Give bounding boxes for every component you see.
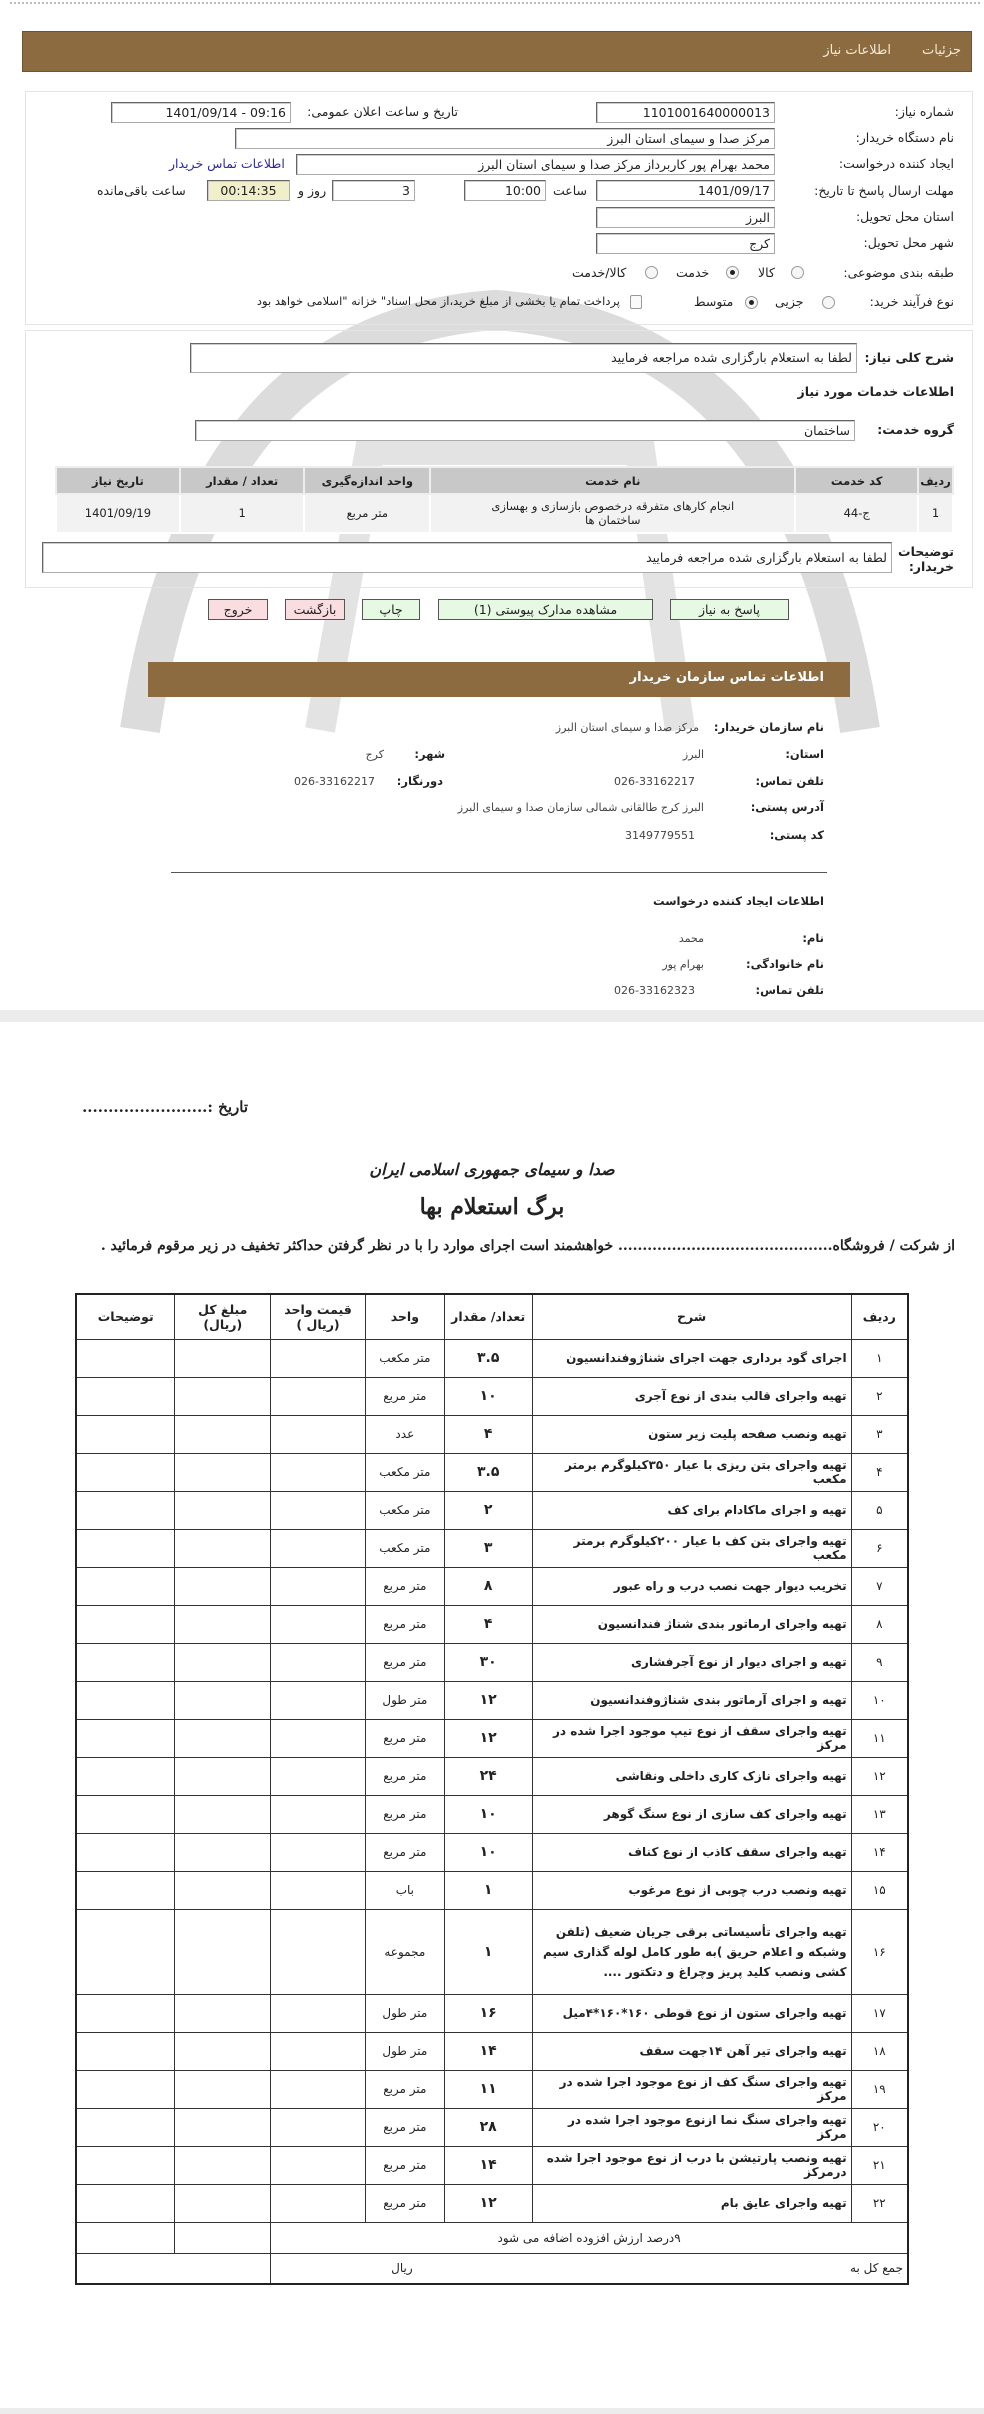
- table-row: [76, 1377, 908, 1415]
- table-row: [76, 2070, 908, 2108]
- table-row: [76, 1719, 908, 1757]
- top-divider: [10, 2, 980, 5]
- buyer-contact-link[interactable]: اطلاعات تماس خریدار: [169, 156, 285, 171]
- contact-fax-label: دورنگار:: [396, 774, 443, 788]
- row-unit: متر مربع: [365, 1795, 444, 1833]
- col-qty: تعداد / مقدار: [180, 467, 305, 494]
- row-index: ۴: [851, 1453, 908, 1491]
- table-row: [76, 2032, 908, 2070]
- row-notes[interactable]: [76, 2184, 175, 2222]
- category-radio-goods-service[interactable]: [645, 266, 658, 279]
- row-unit: متر مکعب: [365, 1453, 444, 1491]
- deadline-label: مهلت ارسال پاسخ تا تاریخ:: [814, 183, 954, 198]
- row-quantity: ۱۰: [444, 1833, 532, 1871]
- row-description: تهیه واجرای سنگ کف از نوع موجود اجرا شده در مرکز: [532, 2070, 851, 2108]
- row-total-price[interactable]: [175, 1415, 271, 1453]
- org-name-label: نام سازمان خریدار:: [713, 720, 824, 734]
- city-field[interactable]: کرج: [596, 233, 775, 254]
- buyer-name-field[interactable]: مرکز صدا و سیمای استان البرز: [235, 128, 775, 149]
- row-unit-price[interactable]: [271, 1833, 366, 1871]
- row-notes[interactable]: [76, 1605, 175, 1643]
- row-unit: متر مربع: [365, 2070, 444, 2108]
- address-value: البرز کرج طالقانی شمالی سازمان صدا و سیمای البرز: [457, 801, 704, 814]
- row-unit: متر مربع: [365, 1567, 444, 1605]
- row-unit: متر طول: [365, 2032, 444, 2070]
- row-unit-price[interactable]: [271, 1529, 366, 1567]
- row-notes[interactable]: [76, 1909, 175, 1994]
- services-section-title: اطلاعات خدمات مورد نیاز: [797, 384, 954, 399]
- row-index: ۲۱: [851, 2146, 908, 2184]
- row-description: تهیه واجرای تأسیساتی برقی جریان ضعیف (تلفن وشبکه و اعلام حریق )به طور کامل لوله گذاری سیم کشی ونصب کلید پریز وچراغ و دتکتور ....: [532, 1909, 851, 1994]
- row-unit: متر مربع: [304, 494, 430, 533]
- table-row: [76, 1795, 908, 1833]
- row-total-price[interactable]: [175, 1453, 271, 1491]
- contact-phone-label: تلفن تماس:: [755, 774, 824, 788]
- row-quantity: ۲۴: [444, 1757, 532, 1795]
- row-notes[interactable]: [76, 1567, 175, 1605]
- row-unit: متر طول: [365, 1681, 444, 1719]
- row-unit: متر مربع: [365, 2108, 444, 2146]
- table-row: [76, 1453, 908, 1491]
- row-notes[interactable]: [76, 1795, 175, 1833]
- creator-field[interactable]: محمد بهرام پور کاربرداز مرکز صدا و سیمای استان البرز: [296, 154, 775, 175]
- exit-button[interactable]: خروج: [208, 599, 268, 620]
- row-name: انجام کارهای متفرقه درخصوص بازسازی و بهسازی ساختمان ها: [430, 494, 795, 533]
- table-row: [76, 1994, 908, 2032]
- table-row: [76, 2184, 908, 2222]
- row-notes[interactable]: [76, 1377, 175, 1415]
- row-notes[interactable]: [76, 2070, 175, 2108]
- row-notes[interactable]: [76, 1643, 175, 1681]
- category-radio-service[interactable]: [726, 266, 739, 279]
- row-total-price[interactable]: [175, 1795, 271, 1833]
- province-field[interactable]: البرز: [596, 207, 775, 228]
- row-index: ۱۰: [851, 1681, 908, 1719]
- table-row: [76, 1833, 908, 1871]
- contact-header-bar: [148, 662, 850, 697]
- row-unit-price[interactable]: [271, 1491, 366, 1529]
- row-index: ۲۲: [851, 2184, 908, 2222]
- row-description: تهیه واجرای کف سازی از نوع سنگ گوهر: [532, 1795, 851, 1833]
- deadline-date-field[interactable]: 1401/09/17: [596, 180, 775, 201]
- price-table-header: [76, 1294, 908, 1339]
- contact-fax-value: 026-33162217: [294, 775, 375, 788]
- row-unit: متر طول: [365, 1994, 444, 2032]
- total-label-cell: [271, 2253, 908, 2284]
- summary-field[interactable]: لطفا به استعلام بارگزاری شده مراجعه فرمایید: [190, 343, 857, 373]
- contact-title: اطلاعات تماس سازمان خریدار: [629, 670, 824, 685]
- row-notes[interactable]: [76, 1453, 175, 1491]
- doc-date-line: تاریخ :........................: [82, 1098, 248, 1116]
- need-number-field[interactable]: 1101001640000013: [596, 102, 775, 123]
- need-info-panel: [25, 91, 973, 325]
- row-description: تهیه و اجرای دیوار از نوع آجرفشاری: [532, 1643, 851, 1681]
- row-total-price[interactable]: [175, 1757, 271, 1795]
- total-currency: ریال: [391, 2261, 413, 2276]
- row-quantity: ۱۲: [444, 1719, 532, 1757]
- col-quantity: تعداد/ مقدار: [444, 1294, 532, 1339]
- contact-city-label: شهر:: [414, 747, 445, 761]
- row-total-price[interactable]: [175, 1491, 271, 1529]
- vat-total-cell[interactable]: [175, 2222, 271, 2253]
- table-row: [76, 2108, 908, 2146]
- row-unit: متر مربع: [365, 1757, 444, 1795]
- row-quantity: ۳: [444, 1529, 532, 1567]
- row-quantity: ۲۸: [444, 2108, 532, 2146]
- row-unit: متر مکعب: [365, 1491, 444, 1529]
- creator-phone-label: تلفن تماس:: [755, 983, 824, 997]
- service-group-field[interactable]: ساختمان: [195, 420, 855, 441]
- row-quantity: ۱۴: [444, 2032, 532, 2070]
- contact-phone-value: 026-33162217: [614, 775, 695, 788]
- vat-row: [76, 2222, 908, 2253]
- province-label: استان محل تحویل:: [855, 209, 954, 224]
- col-unit-price: قیمت واحد (ریال ): [271, 1294, 366, 1339]
- row-quantity: ۱: [444, 1909, 532, 1994]
- row-unit-price[interactable]: [271, 1377, 366, 1415]
- last-name-label: نام خانوادگی:: [746, 957, 824, 971]
- row-description: تهیه و اجرای آرماتور بندی شناژوفندانسیون: [532, 1681, 851, 1719]
- row-notes[interactable]: [76, 1833, 175, 1871]
- row-total-price[interactable]: [175, 1719, 271, 1757]
- col-index: ردیف: [851, 1294, 908, 1339]
- process-medium-label: متوسط: [694, 294, 734, 309]
- row-total-price[interactable]: [175, 1833, 271, 1871]
- row-unit-price[interactable]: [271, 1605, 366, 1643]
- table-row: [76, 1605, 908, 1643]
- row-code: ج-44: [795, 494, 918, 533]
- contact-province-value: البرز: [682, 748, 704, 761]
- category-radio-goods[interactable]: [791, 266, 804, 279]
- row-notes[interactable]: [76, 1994, 175, 2032]
- remaining-time-field: 00:14:35: [207, 180, 290, 201]
- col-code: کد خدمت: [795, 467, 918, 494]
- deadline-time-label: ساعت: [553, 183, 588, 198]
- row-quantity: ۱: [444, 1871, 532, 1909]
- table-row: [76, 1757, 908, 1795]
- row-total-price[interactable]: [175, 1681, 271, 1719]
- row-index: ۳: [851, 1415, 908, 1453]
- process-radio-minor[interactable]: [822, 296, 835, 309]
- row-index: ۲۰: [851, 2108, 908, 2146]
- announce-date-field[interactable]: 1401/09/14 - 09:16: [111, 102, 291, 123]
- row-quantity: ۱۲: [444, 1681, 532, 1719]
- row-description: تهیه واجرای ستون از نوع قوطی ۱۶۰*۱۶۰*۴میل: [532, 1994, 851, 2032]
- row-quantity: ۱۶: [444, 1994, 532, 2032]
- row-description: تهیه واجرای بتن کف با عیار ۲۰۰کیلوگرم برمتر مکعب: [532, 1529, 851, 1567]
- row-index: ۱۵: [851, 1871, 908, 1909]
- print-button[interactable]: چاپ: [362, 599, 420, 620]
- row-unit: متر مربع: [365, 2146, 444, 2184]
- row-total-price[interactable]: [175, 1871, 271, 1909]
- row-total-price[interactable]: [175, 2146, 271, 2184]
- view-attachments-button[interactable]: مشاهده مدارک پیوستی (1): [438, 599, 653, 620]
- creator-phone-value: 026-33162323: [614, 984, 695, 997]
- row-notes[interactable]: [76, 1339, 175, 1377]
- row-quantity: ۳۰: [444, 1643, 532, 1681]
- row-index: ۱: [851, 1339, 908, 1377]
- table-row: [76, 1339, 908, 1377]
- row-unit-price[interactable]: [271, 2032, 366, 2070]
- service-group-label: گروه خدمت:: [877, 422, 954, 437]
- row-unit: متر مکعب: [365, 1339, 444, 1377]
- services-table-header: [56, 467, 953, 494]
- contact-divider: [171, 872, 827, 873]
- vat-note: ۹درصد ارزش افزوده اضافه می شود: [271, 2222, 908, 2253]
- table-row: [76, 1415, 908, 1453]
- days-field[interactable]: 3: [332, 180, 415, 201]
- org-name-value: مرکز صدا و سیمای استان البرز: [555, 721, 699, 734]
- col-name: نام خدمت: [430, 467, 795, 494]
- contact-city-value: کرج: [365, 748, 384, 761]
- col-index: ردیف: [918, 467, 953, 494]
- row-notes[interactable]: [76, 1529, 175, 1567]
- table-row: [76, 1529, 908, 1567]
- buyer-notes-field[interactable]: لطفا به استعلام بارگزاری شده مراجعه فرمایید: [42, 542, 892, 573]
- row-unit-price[interactable]: [271, 1681, 366, 1719]
- reply-button[interactable]: پاسخ به نیاز: [670, 599, 789, 620]
- first-name-value: محمد: [678, 932, 704, 945]
- row-quantity: ۸: [444, 1567, 532, 1605]
- row-unit: متر مربع: [365, 2184, 444, 2222]
- summary-label: شرح کلی نیاز:: [864, 350, 954, 365]
- row-unit-price[interactable]: [271, 1453, 366, 1491]
- row-index: ۱۴: [851, 1833, 908, 1871]
- process-radio-medium[interactable]: [745, 296, 758, 309]
- row-description: تهیه واجرای نازک کاری داخلی ونقاشی: [532, 1757, 851, 1795]
- category-label: طبقه بندی موضوعی:: [843, 265, 954, 280]
- row-index: ۵: [851, 1491, 908, 1529]
- row-unit-price[interactable]: [271, 2184, 366, 2222]
- buyer-name-label: نام دستگاه خریدار:: [855, 130, 954, 145]
- row-unit-price[interactable]: [271, 1719, 366, 1757]
- row-quantity: ۴: [444, 1605, 532, 1643]
- doc-org-heading: صدا و سیمای جمهوری اسلامی ایران: [369, 1160, 615, 1179]
- row-quantity: ۱۴: [444, 2146, 532, 2184]
- treasury-payment-checkbox[interactable]: [630, 295, 642, 309]
- row-notes[interactable]: [76, 2108, 175, 2146]
- row-total-price[interactable]: [175, 2108, 271, 2146]
- row-notes[interactable]: [76, 1415, 175, 1453]
- row-unit-price[interactable]: [271, 1339, 366, 1377]
- row-total-price[interactable]: [175, 1909, 271, 1994]
- col-total-price: مبلغ کل (ریال): [175, 1294, 271, 1339]
- col-notes: توضیحات: [76, 1294, 175, 1339]
- row-unit: عدد: [365, 1415, 444, 1453]
- services-table: [55, 466, 954, 534]
- need-number-label: شماره نیاز:: [894, 104, 954, 119]
- row-unit-price[interactable]: [271, 1871, 366, 1909]
- category-service-label: خدمت: [676, 265, 710, 280]
- row-description: تهیه واجرای عایق بام: [532, 2184, 851, 2222]
- row-total-price[interactable]: [175, 1529, 271, 1567]
- creator-label: ایجاد کننده درخواست:: [838, 156, 954, 171]
- creator-info-title: اطلاعات ایجاد کننده درخواست: [653, 894, 824, 908]
- row-description: تهیه ونصب صفحه پلیت زیر ستون: [532, 1415, 851, 1453]
- row-total-price[interactable]: [175, 2032, 271, 2070]
- row-unit-price[interactable]: [271, 1567, 366, 1605]
- process-label: نوع فرآیند خرید:: [869, 294, 954, 309]
- row-description: تهیه واجرای تیر آهن ۱۴جهت سقف: [532, 2032, 851, 2070]
- days-label: روز و: [298, 183, 327, 198]
- bottom-strip: [0, 2408, 984, 2414]
- row-total-price[interactable]: [175, 1994, 271, 2032]
- row-description: تخریب دیوار جهت نصب درب و راه عبور: [532, 1567, 851, 1605]
- table-row: [76, 2146, 908, 2184]
- row-index: ۹: [851, 1643, 908, 1681]
- row-unit: متر مربع: [365, 1833, 444, 1871]
- row-index: ۲: [851, 1377, 908, 1415]
- table-row: [76, 1681, 908, 1719]
- row-description: تهیه واجرای سقف کاذب از نوع کناف: [532, 1833, 851, 1871]
- total-row: [76, 2253, 908, 2284]
- table-row: [76, 1909, 908, 1994]
- row-description: تهیه واجرای سنگ نما ازنوع موجود اجرا شده در مرکز: [532, 2108, 851, 2146]
- city-label: شهر محل تحویل:: [863, 235, 954, 250]
- doc-title: برگ استعلام بها: [419, 1194, 565, 1220]
- table-row: [76, 1871, 908, 1909]
- row-description: تهیه و اجرای ماکادام برای کف: [532, 1491, 851, 1529]
- row-total-price[interactable]: [175, 2070, 271, 2108]
- row-quantity: ۱۲: [444, 2184, 532, 2222]
- row-unit-price[interactable]: [271, 2108, 366, 2146]
- row-index: ۱۷: [851, 1994, 908, 2032]
- row-quantity: ۳.۵: [444, 1453, 532, 1491]
- row-unit: باب: [365, 1871, 444, 1909]
- process-minor-label: جزیی: [775, 294, 804, 309]
- row-total-price[interactable]: [175, 1339, 271, 1377]
- remaining-time-label: ساعت باقی‌مانده: [97, 183, 186, 198]
- total-value-cell[interactable]: [76, 2253, 271, 2284]
- row-unit-price[interactable]: [271, 1757, 366, 1795]
- row-index: ۱۱: [851, 1719, 908, 1757]
- row-notes[interactable]: [76, 2032, 175, 2070]
- address-label: آدرس پستی:: [750, 800, 824, 814]
- row-unit-price[interactable]: [271, 1994, 366, 2032]
- row-quantity: ۲: [444, 1491, 532, 1529]
- deadline-time-field[interactable]: 10:00: [464, 180, 546, 201]
- row-unit-price[interactable]: [271, 2070, 366, 2108]
- row-index: ۸: [851, 1605, 908, 1643]
- category-goods-service-label: کالا/خدمت: [572, 265, 627, 280]
- row-notes[interactable]: [76, 1719, 175, 1757]
- back-button[interactable]: بازگشت: [285, 599, 345, 620]
- vat-notes-cell[interactable]: [76, 2222, 175, 2253]
- row-description: تهیه واجرای سقف از نوع تیپ موجود اجرا شده در مرکز: [532, 1719, 851, 1757]
- row-index: ۱۸: [851, 2032, 908, 2070]
- row-index: ۱۹: [851, 2070, 908, 2108]
- category-goods-label: کالا: [758, 265, 775, 280]
- row-index: ۱۳: [851, 1795, 908, 1833]
- row-description: تهیه واجرای بتن ریزی با عیار ۳۵۰کیلوگرم برمتر مکعب: [532, 1453, 851, 1491]
- row-unit: مجموعه: [365, 1909, 444, 1994]
- row-description: اجرای گود برداری جهت اجرای شناژوفندانسیون: [532, 1339, 851, 1377]
- col-date: تاریخ نیاز: [56, 467, 180, 494]
- table-row: [76, 1491, 908, 1529]
- postal-code-value: 3149779551: [625, 829, 695, 842]
- row-index: ۱۲: [851, 1757, 908, 1795]
- row-date: 1401/09/19: [56, 494, 180, 533]
- last-name-value: بهرام پور: [662, 958, 704, 971]
- tab-details[interactable]: جزئیات: [922, 43, 961, 58]
- page-header-bar: [22, 31, 972, 72]
- announce-date-label: تاریخ و ساعت اعلان عمومی:: [307, 104, 458, 119]
- row-description: تهیه ونصب پارتیشن با درب از نوع موجود اجرا شده درمرکز: [532, 2146, 851, 2184]
- tab-need-info[interactable]: اطلاعات نیاز: [823, 43, 891, 58]
- row-unit: متر مربع: [365, 1643, 444, 1681]
- total-label: جمع کل به: [850, 2261, 903, 2276]
- row-unit-price[interactable]: [271, 1643, 366, 1681]
- row-quantity: ۳.۵: [444, 1339, 532, 1377]
- row-quantity: ۱۰: [444, 1795, 532, 1833]
- table-row: [76, 1567, 908, 1605]
- row-description: تهیه واجرای قالب بندی از نوع آجری: [532, 1377, 851, 1415]
- row-notes[interactable]: [76, 1681, 175, 1719]
- row-total-price[interactable]: [175, 1605, 271, 1643]
- treasury-payment-label: پرداخت تمام یا بخشی از مبلغ خرید،از محل اسناد" خزانه "اسلامی خواهد بود: [256, 294, 620, 308]
- row-quantity: ۱۱: [444, 2070, 532, 2108]
- row-unit: متر مربع: [365, 1605, 444, 1643]
- row-total-price[interactable]: [175, 1377, 271, 1415]
- row-unit: متر مکعب: [365, 1529, 444, 1567]
- row-notes[interactable]: [76, 1491, 175, 1529]
- row-quantity: ۱۰: [444, 1377, 532, 1415]
- postal-code-label: کد پستی:: [769, 828, 824, 842]
- row-index: ۱۶: [851, 1909, 908, 1994]
- row-unit: متر مربع: [365, 1377, 444, 1415]
- row-unit-price[interactable]: [271, 1795, 366, 1833]
- buyer-notes-label: توضیحات خریدار:: [898, 544, 954, 574]
- table-row: [76, 1643, 908, 1681]
- row-unit-price[interactable]: [271, 2146, 366, 2184]
- row-unit-price[interactable]: [271, 1909, 366, 1994]
- row-total-price[interactable]: [175, 1567, 271, 1605]
- row-unit-price[interactable]: [271, 1415, 366, 1453]
- row-unit: متر مربع: [365, 1719, 444, 1757]
- row-index: ۶: [851, 1529, 908, 1567]
- row-description: تهیه واجرای ارماتور بندی شناژ فندانسیون: [532, 1605, 851, 1643]
- row-description: تهیه ونصب درب چوبی از نوع مرغوب: [532, 1871, 851, 1909]
- col-unit: واحد اندازه‌گیری: [304, 467, 430, 494]
- page-separator: [0, 1010, 984, 1022]
- doc-intro: از شرکت / فروشگاه............................................ خواهشمند است اجرای موارد را با در نظر گرفتن حداکثر تخفیف در زیر مرقوم فرمائید .: [100, 1238, 955, 1254]
- row-qty: 1: [180, 494, 305, 533]
- col-description: شرح: [532, 1294, 851, 1339]
- row-index: 1: [918, 494, 953, 533]
- row-quantity: ۴: [444, 1415, 532, 1453]
- table-row[interactable]: [56, 494, 953, 533]
- row-index: ۷: [851, 1567, 908, 1605]
- row-notes[interactable]: [76, 2146, 175, 2184]
- row-total-price[interactable]: [175, 1643, 271, 1681]
- row-total-price[interactable]: [175, 2184, 271, 2222]
- first-name-label: نام:: [802, 931, 824, 945]
- row-notes[interactable]: [76, 1757, 175, 1795]
- contact-province-label: استان:: [785, 747, 824, 761]
- row-notes[interactable]: [76, 1871, 175, 1909]
- col-unit: واحد: [365, 1294, 444, 1339]
- price-inquiry-table: [75, 1293, 909, 2285]
